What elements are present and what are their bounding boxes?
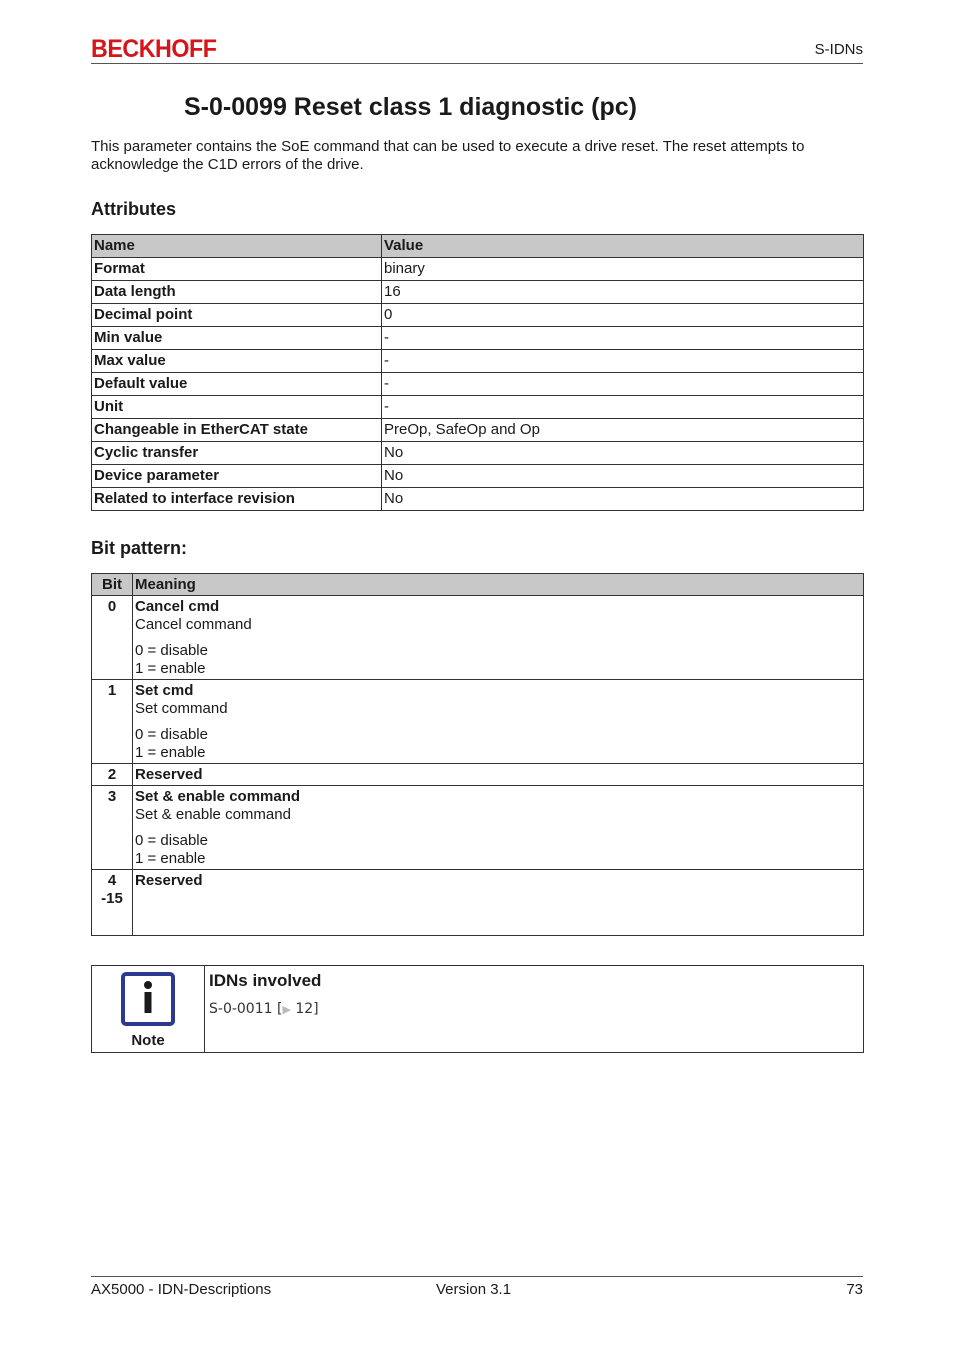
attr-name: Device parameter [92, 465, 382, 488]
note-title: IDNs involved [209, 971, 322, 990]
footer-version: Version 3.1 [436, 1281, 512, 1298]
attr-value: - [382, 350, 864, 373]
note-label: Note [131, 1032, 165, 1049]
attr-name: Min value [92, 327, 382, 350]
note-box [91, 965, 864, 1053]
table-row [92, 596, 864, 680]
attr-name: Changeable in EtherCAT state [92, 419, 382, 442]
bit-meaning [133, 786, 864, 870]
table-row [92, 327, 864, 350]
bit-number: 2 [92, 764, 133, 786]
attr-value: - [382, 327, 864, 350]
attr-name: Max value [92, 350, 382, 373]
attr-name: Format [92, 258, 382, 281]
column-header-meaning: Meaning [133, 574, 864, 596]
bit-meaning [133, 870, 864, 936]
table-row [92, 764, 864, 786]
column-header-bit: Bit [92, 574, 133, 596]
attr-value: No [382, 465, 864, 488]
beckhoff-logo: BECKHOFF [91, 35, 217, 63]
attributes-table [91, 234, 864, 511]
table-row [92, 304, 864, 327]
bit-value-0: 0 = disable [135, 642, 208, 659]
footer-divider [91, 1276, 863, 1277]
table-row [92, 442, 864, 465]
table-row [92, 870, 864, 936]
note-icon-cell [92, 966, 205, 1052]
bit-number: 3 [92, 786, 133, 870]
column-header-value: Value [382, 235, 864, 258]
attributes-heading: Attributes [91, 199, 176, 219]
bit-description: Set command [135, 700, 228, 717]
table-row [92, 488, 864, 511]
bit-range-start: 4 [107, 872, 117, 889]
table-row [92, 396, 864, 419]
attr-value: 0 [382, 304, 864, 327]
attr-value: No [382, 488, 864, 511]
footer-page-number: 73 [846, 1281, 863, 1298]
table-row [92, 281, 864, 304]
page-title: S-0-0099 Reset class 1 diagnostic (pc) [184, 93, 637, 121]
table-row [92, 350, 864, 373]
table-row [92, 258, 864, 281]
bit-pattern-heading: Bit pattern: [91, 538, 187, 558]
bit-title: Reserved [135, 766, 203, 783]
attr-name: Related to interface revision [92, 488, 382, 511]
table-header-row [92, 235, 864, 258]
attr-name: Cyclic transfer [92, 442, 382, 465]
footer-document-title: AX5000 - IDN-Descriptions [91, 1281, 272, 1298]
bit-pattern-table [91, 573, 864, 936]
bit-range-end: -15 [101, 890, 123, 907]
attr-value: No [382, 442, 864, 465]
intro-paragraph: This parameter contains the SoE command that can be used to execute a drive reset. The reset attempts to acknowledge the C1D errors of the drive. [91, 138, 805, 173]
bit-title: Reserved [135, 872, 203, 889]
attr-value: 16 [382, 281, 864, 304]
section-label: S-IDNs [814, 41, 863, 58]
attr-name: Data length [92, 281, 382, 304]
table-row [92, 680, 864, 764]
bit-value-0: 0 = disable [135, 726, 208, 743]
bit-meaning [133, 680, 864, 764]
bit-description: Cancel command [135, 616, 252, 633]
bit-value-0: 0 = disable [135, 832, 208, 849]
header-divider [91, 63, 863, 64]
attr-value: binary [382, 258, 864, 281]
idn-reference-link[interactable] [209, 1000, 319, 1019]
table-header-row [92, 574, 864, 596]
attr-value: - [382, 373, 864, 396]
bit-value-1: 1 = enable [135, 744, 206, 761]
bit-title: Set cmd [135, 682, 194, 699]
info-icon [121, 972, 175, 1026]
table-row [92, 419, 864, 442]
page-arrow-icon: ▶ [282, 1003, 291, 1016]
idn-reference-text: S-0-0011 [ [209, 1001, 283, 1017]
bit-number [92, 870, 133, 936]
bit-title: Cancel cmd [135, 598, 220, 615]
bit-number: 1 [92, 680, 133, 764]
bit-description: Set & enable command [135, 806, 291, 823]
bit-value-1: 1 = enable [135, 850, 206, 867]
bit-number: 0 [92, 596, 133, 680]
bit-title: Set & enable command [135, 788, 301, 805]
attr-name: Default value [92, 373, 382, 396]
attr-value: PreOp, SafeOp and Op [382, 419, 864, 442]
table-row [92, 465, 864, 488]
attr-name: Decimal point [92, 304, 382, 327]
column-header-name: Name [92, 235, 382, 258]
bit-meaning [133, 596, 864, 680]
attr-name: Unit [92, 396, 382, 419]
table-row [92, 786, 864, 870]
bit-meaning [133, 764, 864, 786]
table-row [92, 373, 864, 396]
attr-value: - [382, 396, 864, 419]
idn-reference-page: 12] [290, 1001, 319, 1017]
bit-value-1: 1 = enable [135, 660, 206, 677]
